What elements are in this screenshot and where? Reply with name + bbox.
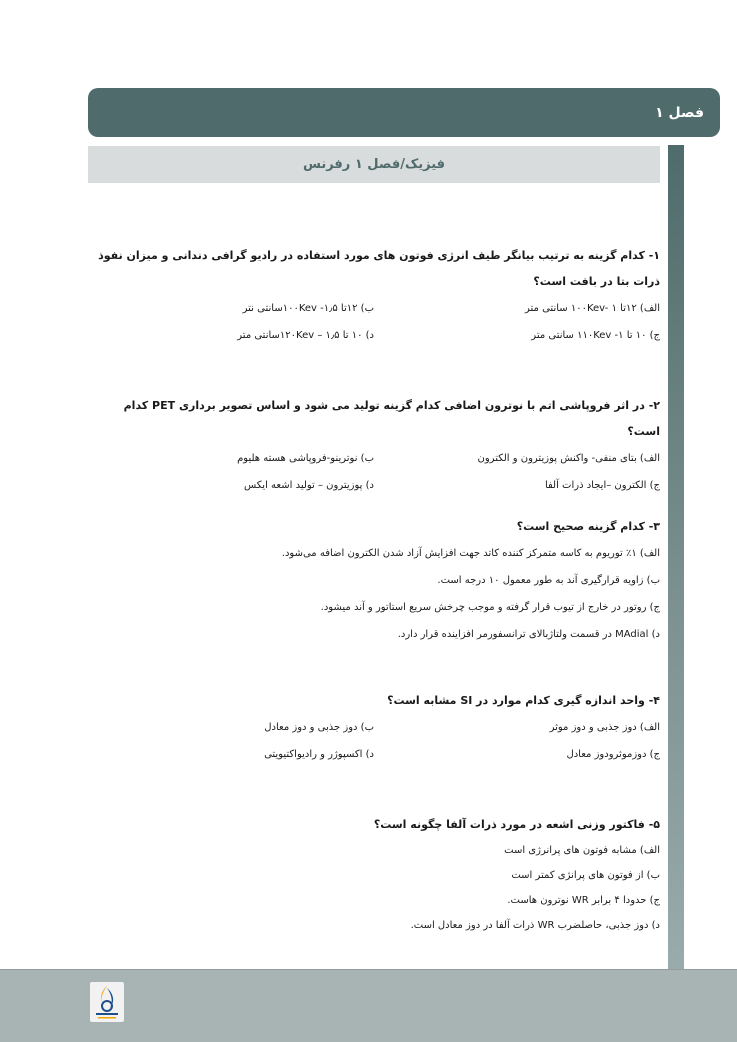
question-stem: ۱- کدام گزینه به ترتیب بیانگر طیف انرژی فوتون های مورد استفاده در رادیو گرافی دندانی و میزان نفوذ ذرات بتا در بافت است؟ [98, 249, 660, 288]
question-1 [88, 243, 660, 349]
question-2 [88, 393, 660, 499]
question-3 [88, 514, 660, 648]
option-a: الف) ۱٪ توریوم به کاسه متمرکز کننده کاتد جهت افزایش آزاد شدن الکترون اضافه می‌شود. [281, 548, 660, 559]
option-c: ج) حدودا ۴ برابر WR نوترون هاست. [507, 895, 660, 906]
option-a: الف) مشابه فوتون های پرانرژی است [504, 845, 660, 856]
question-stem: ۳- کدام گزینه صحیح است؟ [516, 520, 660, 533]
option-c: ج) روتور در خارج از تیوب قرار گرفته و موجب چرخش سریع استاتور و آند میشود. [320, 602, 660, 613]
question-stem: ۲- در اثر فروپاشی اتم با نوترون اضافی کدام گزینه تولید می شود و اساس تصویر برداری PET کدام است؟ [123, 399, 660, 438]
option-c: ج) ۱۰ تا ۱۱۰Kev -۱ سانتی متر [531, 330, 660, 341]
publisher-logo [90, 982, 124, 1022]
option-d: د) اکسپوژر و رادیواکتیویتی [264, 749, 374, 760]
option-a: الف) ۱۲تا ۱۰۰Kev- ۱ سانتی متر [525, 303, 660, 314]
question-stem: ۵- فاکتور وزنی اشعه در مورد ذرات آلفا چگونه است؟ [373, 818, 660, 831]
decorative-side-strip [668, 145, 684, 1042]
option-c: ج) دوزموثرودوز معادل [566, 749, 660, 760]
option-a: الف) دوز جذبی و دوز موثر [549, 722, 660, 733]
options-grid [88, 445, 660, 499]
option-b: ب) از فوتون های پرانژی کمتر است [511, 870, 660, 881]
options-grid [88, 295, 660, 349]
logo-mark-icon [90, 982, 124, 1022]
page-subtitle: فیزیک/فصل ۱ رفرنس [302, 157, 446, 172]
option-a: الف) بتای منفی- واکنش پوزیترون و الکترون [477, 453, 660, 464]
question-5 [88, 812, 660, 938]
chapter-banner [88, 88, 720, 137]
option-b: ب) زاویه قرارگیری آند به طور معمول ۱۰ درجه است. [437, 575, 660, 586]
option-d: د) MAdial در قسمت ولتاژبالای ترانسفورمر افزاینده قرار دارد. [397, 629, 660, 640]
question-stem: ۴- واحد اندازه گیری کدام موارد در SI مشابه است؟ [387, 694, 660, 707]
option-c: ج) الکترون –ایجاد ذرات آلفا [544, 480, 660, 491]
options-grid [88, 714, 660, 768]
option-d: د) پوزیترون – تولید اشعه ایکس [244, 480, 374, 491]
option-b: ب) ۱۲تا ۱۰۰Kev -۱٫۵سانتی نتر [242, 303, 374, 314]
option-d: د) دوز جذبی، حاصلضرب WR ذرات آلفا در دوز معادل است. [410, 920, 660, 931]
question-4 [88, 688, 660, 768]
chapter-title: فصل ۱ [655, 104, 704, 121]
option-d: د) ۱۰ تا ۱۲۰Kev – ۱٫۵سانتی متر [237, 330, 374, 341]
option-b: ب) نوترینو-فروپاشی هسته هلیوم [237, 453, 374, 464]
subtitle-bar [88, 146, 660, 183]
option-b: ب) دوز جذبی و دوز معادل [264, 722, 374, 733]
